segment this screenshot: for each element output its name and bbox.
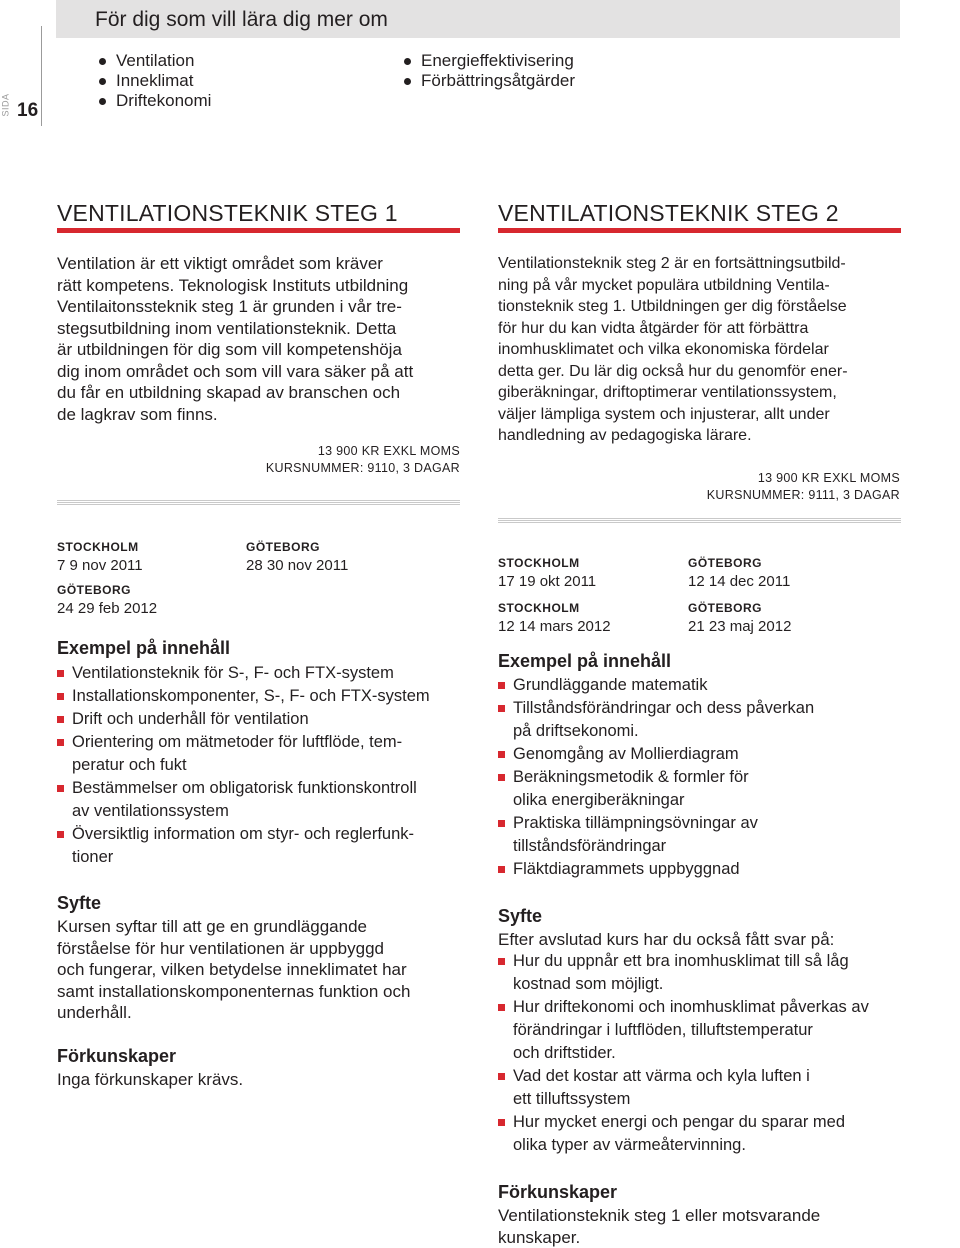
- price: 13 900 KR EXKL MOMS: [680, 470, 900, 487]
- text-line: för hur du kan vidta åtgärder för att förbättra: [498, 318, 918, 340]
- content-list: [498, 674, 918, 881]
- session-city: GÖTEBORG: [57, 583, 157, 597]
- list-item: Orientering om mätmetoder för luftflöde, tem- peratur och fukt: [57, 731, 477, 777]
- prereq-text: [498, 1205, 918, 1248]
- session-city: STOCKHOLM: [498, 556, 596, 570]
- list-item: Översiktlig information om styr- och reglerfunk- tioner: [57, 823, 477, 869]
- title-rule: [57, 228, 460, 233]
- text-line: de lagkrav som finns.: [57, 404, 477, 426]
- text-line: handledning av pedagogiska lärare.: [498, 425, 918, 447]
- session-date: 12 14 dec 2011: [688, 573, 790, 590]
- list-item: Installationskomponenter, S-, F- och FTX-system: [57, 685, 477, 708]
- purpose-list: [498, 950, 918, 1157]
- session-city: GÖTEBORG: [246, 540, 348, 554]
- purpose-heading: Syfte: [498, 906, 542, 927]
- list-item: Förbättringsåtgärder: [400, 71, 575, 91]
- course-number: KURSNUMMER: 9111, 3 DAGAR: [680, 487, 900, 504]
- text-line: underhåll.: [57, 1002, 477, 1024]
- session-date: 21 23 maj 2012: [688, 618, 791, 635]
- text-line: Ventilationsteknik steg 2 är en fortsättningsutbild-: [498, 253, 918, 275]
- price-info: [240, 443, 460, 477]
- list-item: Hur du uppnår ett bra inomhusklimat till så låg kostnad som möjligt.: [498, 950, 918, 996]
- session-2: [246, 540, 348, 574]
- session-date: 24 29 feb 2012: [57, 600, 157, 617]
- list-item: Genomgång av Mollierdiagram: [498, 743, 918, 766]
- session-date: 12 14 mars 2012: [498, 618, 611, 635]
- page-title: För dig som vill lära dig mer om: [95, 8, 388, 32]
- session-2: [688, 556, 790, 590]
- list-item: Drift och underhåll för ventilation: [57, 708, 477, 731]
- price: 13 900 KR EXKL MOMS: [240, 443, 460, 460]
- page-label: SIDA: [1, 93, 11, 116]
- text-line: Ventilationsteknik steg 1 eller motsvarande: [498, 1205, 918, 1227]
- list-item: Fläktdiagrammets uppbyggnad: [498, 858, 918, 881]
- text-line: rätt kompetens. Teknologisk Instituts utbildning: [57, 275, 477, 297]
- session-city: GÖTEBORG: [688, 601, 791, 615]
- list-item: Driftekonomi: [95, 91, 211, 111]
- prereq-heading: Förkunskaper: [498, 1182, 617, 1203]
- text-line: Ventilaitonssteknik steg 1 är grunden i vår tre-: [57, 296, 477, 318]
- list-item: Praktiska tillämpningsövningar av tillståndsförändringar: [498, 812, 918, 858]
- text-line: stegsutbildning inom ventilationsteknik. Detta: [57, 318, 477, 340]
- text-line: inomhusklimatet och vilka ekonomiska fördelar: [498, 339, 918, 361]
- list-item: Hur mycket energi och pengar du sparar med olika typer av värmeåtervinning.: [498, 1111, 918, 1157]
- list-item: Energieffektivisering: [400, 51, 575, 71]
- text-line: förståelse för hur ventilationen är uppbyggd: [57, 938, 477, 960]
- list-item: Tillståndsförändringar och dess påverkan på driftsekonomi.: [498, 697, 918, 743]
- divider: [57, 500, 460, 506]
- price-info: [680, 470, 900, 504]
- text-line: samt installationskomponenternas funktion och: [57, 981, 477, 1003]
- list-item: Ventilation: [95, 51, 211, 71]
- text-line: kunskaper.: [498, 1227, 918, 1248]
- list-item: Inneklimat: [95, 71, 211, 91]
- divider: [41, 26, 42, 126]
- topic-list-left: [95, 51, 211, 111]
- session-4: [688, 601, 791, 635]
- text-line: giberäkningar, driftoptimerar ventilationssystem,: [498, 382, 918, 404]
- text-line: du får en utbildning skapad av branschen och: [57, 382, 477, 404]
- session-date: 28 30 nov 2011: [246, 557, 348, 574]
- text-line: Kursen syftar till att ge en grundläggande: [57, 916, 477, 938]
- session-city: STOCKHOLM: [57, 540, 143, 554]
- list-item: Grundläggande matematik: [498, 674, 918, 697]
- session-date: 7 9 nov 2011: [57, 557, 143, 574]
- purpose-heading: Syfte: [57, 893, 101, 914]
- session-city: GÖTEBORG: [688, 556, 790, 570]
- section-title: VENTILATIONSTEKNIK STEG 1: [57, 200, 398, 227]
- list-item: Ventilationsteknik för S-, F- och FTX-system: [57, 662, 477, 685]
- content-heading: Exempel på innehåll: [498, 651, 671, 672]
- list-item: Bestämmelser om obligatorisk funktionskontroll av ventilationssystem: [57, 777, 477, 823]
- text-line: väljer lämpliga system och injusterar, allt under: [498, 404, 918, 426]
- title-rule: [498, 228, 901, 233]
- session-1: [57, 540, 143, 574]
- header-bar: [56, 0, 900, 38]
- text-line: detta ger. Du lär dig också hur du genomför ener-: [498, 361, 918, 383]
- text-line: och fungerar, vilken betydelse inneklimatet har: [57, 959, 477, 981]
- text-line: ning på vår mycket populära utbildning Ventila-: [498, 275, 918, 297]
- content-list: [57, 662, 477, 869]
- list-item: Beräkningsmetodik & formler för olika energiberäkningar: [498, 766, 918, 812]
- divider: [498, 518, 901, 524]
- text-line: Ventilation är ett viktigt området som kräver: [57, 253, 477, 275]
- page-number: 16: [17, 100, 38, 122]
- text-line: är utbildningen för dig som vill kompetenshöja: [57, 339, 477, 361]
- purpose-text: [57, 916, 477, 1024]
- text-line: dig inom området och som vill vara säker på att: [57, 361, 477, 383]
- section-title: VENTILATIONSTEKNIK STEG 2: [498, 200, 839, 227]
- session-date: 17 19 okt 2011: [498, 573, 596, 590]
- text-line: tionsteknik steg 1. Utbildningen ger dig förståelse: [498, 296, 918, 318]
- course-intro: [498, 253, 918, 447]
- session-1: [498, 556, 596, 590]
- session-3: [57, 583, 157, 617]
- list-item: Hur driftekonomi och inomhusklimat påverkas av förändringar i luftflöden, tilluftstemperatur och driftstider.: [498, 996, 918, 1065]
- list-item: Vad det kostar att värma och kyla luften i ett tilluftssystem: [498, 1065, 918, 1111]
- prereq-text: Inga förkunskaper krävs.: [57, 1069, 243, 1091]
- topic-list-right: [400, 51, 575, 91]
- course-intro: [57, 253, 477, 425]
- prereq-heading: Förkunskaper: [57, 1046, 176, 1067]
- purpose-intro: Efter avslutad kurs har du också fått svar på:: [498, 929, 834, 951]
- content-heading: Exempel på innehåll: [57, 638, 230, 659]
- session-3: [498, 601, 611, 635]
- session-city: STOCKHOLM: [498, 601, 611, 615]
- course-number: KURSNUMMER: 9110, 3 DAGAR: [240, 460, 460, 477]
- page-side-label: [0, 0, 45, 135]
